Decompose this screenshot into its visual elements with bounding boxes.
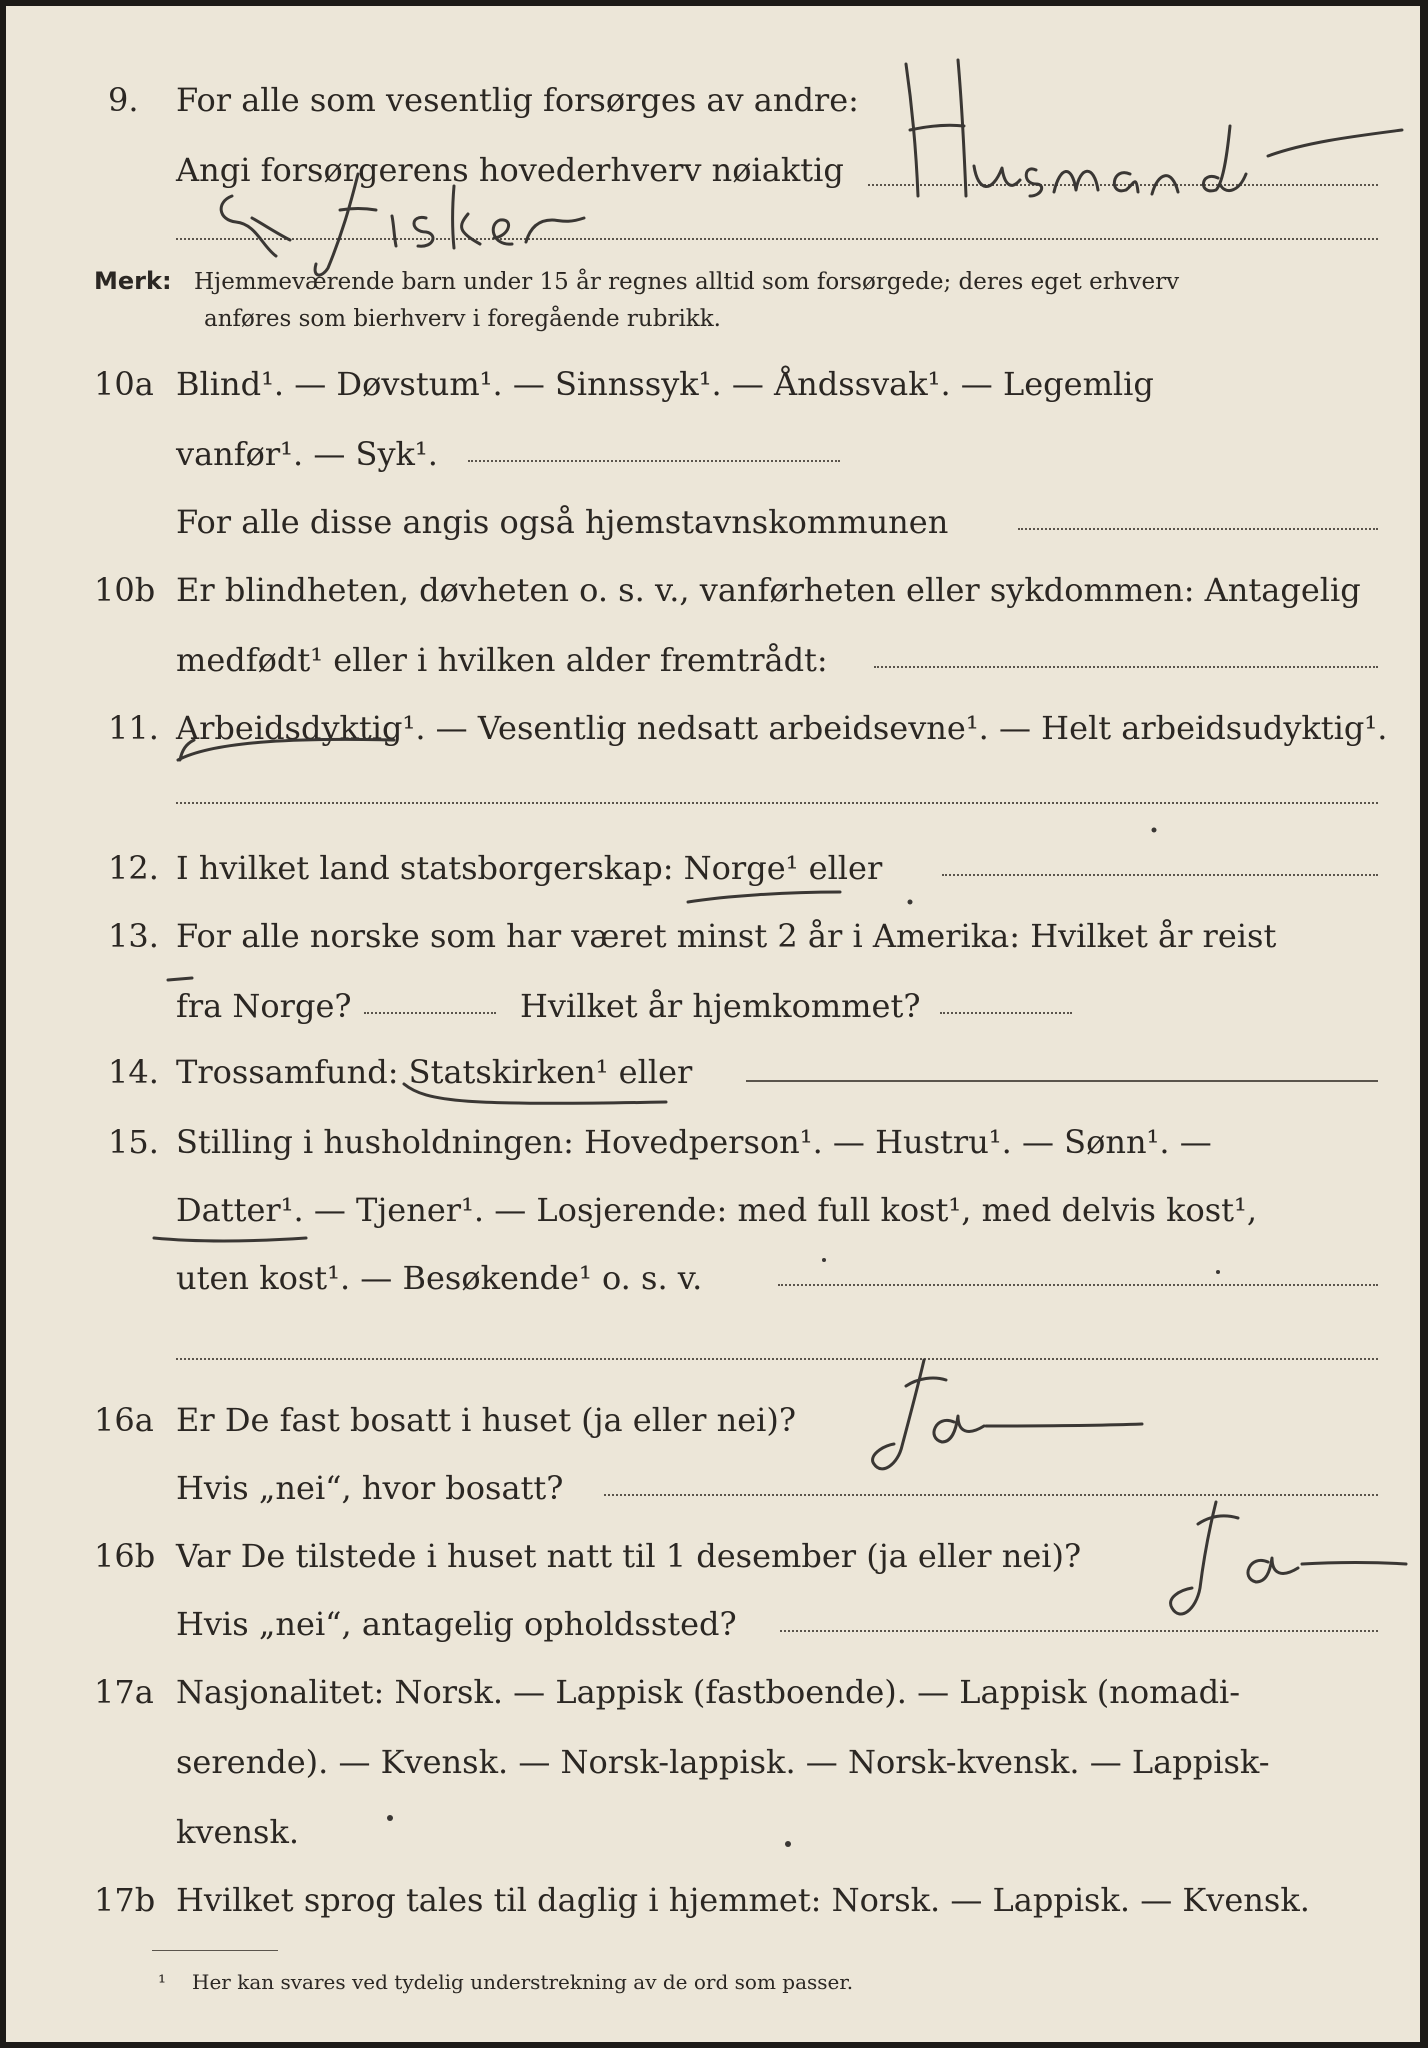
q9-line2: Angi forsørgerens hovederhverv nøiaktig xyxy=(176,151,844,189)
q12-line1: I hvilket land statsborgerskap: Norge¹ eller xyxy=(176,849,883,887)
footnote-mark: ¹ xyxy=(158,1970,167,1994)
q14-line1: Trossamfund: Statskirken¹ eller xyxy=(176,1053,693,1091)
q16a-number: 16a xyxy=(94,1401,154,1439)
q16a-handwritten-answer xyxy=(873,1360,1142,1469)
q10a-line3: For alle disse angis også hjemstavnskommunen xyxy=(176,503,949,541)
q17a-line2: serende). — Kvensk. — Norsk-lappisk. — Norsk-kvensk. — Lappisk- xyxy=(176,1743,1270,1781)
q16a-line1: Er De fast bosatt i huset (ja eller nei)? xyxy=(176,1401,797,1439)
handwriting-layer xyxy=(6,6,1420,2042)
q9-handwritten-answer-husmand xyxy=(906,60,1402,196)
census-form-page xyxy=(6,6,1420,2042)
q15-line3: uten kost¹. — Besøkende¹ o. s. v. xyxy=(176,1259,703,1297)
pencil-dot-5 xyxy=(387,1815,393,1821)
q13-line1: For alle norske som har været minst 2 år i Amerika: Hvilket år reist xyxy=(176,917,1277,955)
q9-handwritten-answer-fisker xyxy=(221,174,584,275)
q13-pencil-tick xyxy=(168,978,192,980)
pencil-dot-4 xyxy=(1216,1270,1220,1274)
q9-line1: For alle som vesentlig forsørges av andre: xyxy=(176,81,859,119)
q10a-line1: Blind¹. — Døvstum¹. — Sinnssyk¹. — Åndssvak¹. — Legemlig xyxy=(176,365,1154,403)
q17a-number: 17a xyxy=(94,1673,154,1711)
q13-number: 13. xyxy=(108,917,159,955)
q10b-number: 10b xyxy=(94,571,156,609)
q11-line1: Arbeidsdyktig¹. — Vesentlig nedsatt arbeidsevne¹. — Helt arbeidsudyktig¹. xyxy=(176,709,1388,747)
q11-number: 11. xyxy=(108,709,159,747)
q14-number: 14. xyxy=(108,1053,159,1091)
q17b-line1: Hvilket sprog tales til daglig i hjemmet: Norsk. — Lappisk. — Kvensk. xyxy=(176,1881,1310,1919)
pencil-dot-6 xyxy=(785,1841,791,1847)
q16b-number: 16b xyxy=(94,1537,156,1575)
pencil-dot-1 xyxy=(1152,828,1157,833)
q12-underline-norge xyxy=(688,892,840,902)
q15-line2: Datter¹. — Tjener¹. — Losjerende: med full kost¹, med delvis kost¹, xyxy=(176,1191,1258,1229)
merk-line1: Hjemmeværende barn under 15 år regnes alltid som forsørgede; deres eget erhverv xyxy=(194,269,1180,295)
q16b-handwritten-answer xyxy=(1171,1502,1406,1614)
q14-underline-statskirken xyxy=(404,1084,666,1103)
footnote-text: Her kan svares ved tydelig understrekning av de ord som passer. xyxy=(192,1970,854,1994)
q10a-number: 10a xyxy=(94,365,154,403)
q15-underline-datter xyxy=(154,1238,306,1241)
q10b-line2: medfødt¹ eller i hvilken alder fremtrådt: xyxy=(176,641,828,679)
q11-underline-arbeidsdyktig xyxy=(178,739,394,760)
q12-number: 12. xyxy=(108,849,159,887)
merk-line2: anføres som bierhverv i foregående rubrikk. xyxy=(204,306,721,332)
q16b-line1: Var De tilstede i huset natt til 1 desember (ja eller nei)? xyxy=(176,1537,1082,1575)
merk-label: Merk: xyxy=(94,267,172,295)
q15-number: 15. xyxy=(108,1123,159,1161)
q9-number: 9. xyxy=(108,81,139,119)
q10a-line2: vanfør¹. — Syk¹. xyxy=(176,435,438,473)
pencil-dot-3 xyxy=(822,1258,826,1262)
q16a-line2: Hvis „nei“, hvor bosatt? xyxy=(176,1469,564,1507)
q17b-number: 17b xyxy=(94,1881,156,1919)
q10b-line1: Er blindheten, døvheten o. s. v., vanførheten eller sykdommen: Antagelig xyxy=(176,571,1361,609)
pencil-dot-2 xyxy=(908,900,913,905)
q17a-line1: Nasjonalitet: Norsk. — Lappisk (fastboende). — Lappisk (nomadi- xyxy=(176,1673,1241,1711)
q17a-line3: kvensk. xyxy=(176,1813,299,1851)
q13-line2b: Hvilket år hjemkommet? xyxy=(520,987,921,1025)
q15-line1: Stilling i husholdningen: Hovedperson¹. — Hustru¹. — Sønn¹. — xyxy=(176,1123,1212,1161)
q16b-line2: Hvis „nei“, antagelig opholdssted? xyxy=(176,1605,737,1643)
q13-line2a: fra Norge? xyxy=(176,987,352,1025)
